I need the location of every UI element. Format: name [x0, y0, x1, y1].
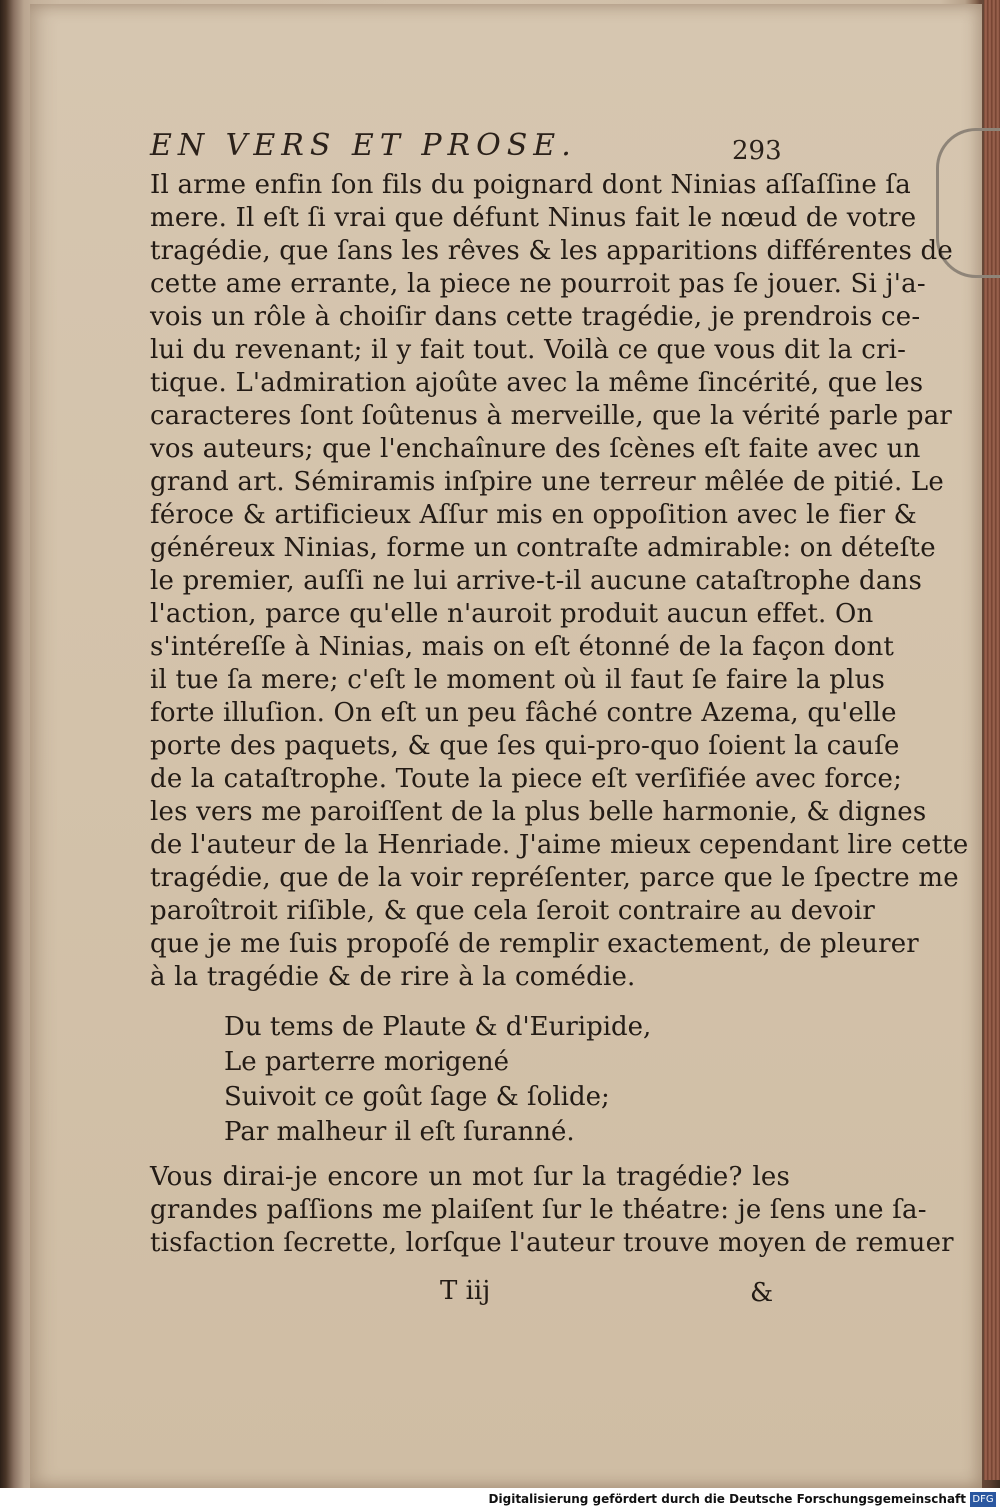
verse-line: Suivoit ce goût ſage & ſolide;	[224, 1082, 610, 1112]
running-head: EN VERS ET PROSE.	[150, 128, 577, 163]
catchword: &	[750, 1278, 774, 1308]
text-line: grandes paſſions me plaiſent ſur le théatre: je ſens une ſa-	[150, 1195, 927, 1225]
text-line: porte des paquets, & que ſes qui-pro-quo ſoient la cauſe	[150, 731, 900, 761]
signature-mark: T iij	[440, 1276, 491, 1306]
verse-line: Par malheur il eſt ſuranné.	[224, 1117, 575, 1147]
verse-line: Du tems de Plaute & d'Euripide,	[224, 1012, 652, 1042]
page-header	[150, 128, 850, 168]
text-line: cette ame errante, la piece ne pourroit pas ſe jouer. Si j'a-	[150, 269, 926, 299]
text-line: s'intéreſſe à Ninias, mais on eſt étonné de la façon dont	[150, 632, 895, 662]
text-line: l'action, parce qu'elle n'auroit produit aucun effet. On	[150, 599, 874, 629]
text-line: vois un rôle à choiſir dans cette tragédie, je prendrois ce-	[150, 302, 921, 332]
text-line: caracteres ſont ſoûtenus à merveille, que la vérité parle par	[150, 401, 953, 431]
text-line: vos auteurs; que l'enchaînure des ſcènes eſt faite avec un	[150, 434, 921, 464]
text-line: lui du revenant; il y fait tout. Voilà ce que vous dit la cri-	[150, 335, 907, 365]
text-line: forte illuſion. On eſt un peu fâché contre Azema, qu'elle	[150, 698, 897, 728]
text-line: le premier, auſſi ne lui arrive-t-il aucune cataſtrophe dans	[150, 566, 923, 596]
text-line: généreux Ninias, forme un contraſte admirable: on déteſte	[150, 533, 936, 563]
text-line: tique. L'admiration ajoûte avec la même ſincérité, que les	[150, 368, 924, 398]
text-line: à la tragédie & de rire à la comédie.	[150, 962, 636, 992]
text-line: que je me ſuis propoſé de remplir exactement, de pleurer	[150, 929, 919, 959]
text-line: mere. Il eſt ſi vrai que défunt Ninus fait le nœud de votre	[150, 203, 917, 233]
digitization-footer	[0, 1488, 1000, 1512]
text-line: tisfaction ſecrette, lorſque l'auteur trouve moyen de remuer	[150, 1228, 954, 1258]
text-line: grand art. Sémiramis inſpire une terreur mêlée de pitié. Le	[150, 467, 944, 497]
text-line: Vous dirai-je encore un mot ſur la tragédie? les	[150, 1162, 790, 1192]
verse-line: Le parterre morigené	[224, 1047, 510, 1077]
text-line: les vers me paroiſſent de la plus belle harmonie, & dignes	[150, 797, 927, 827]
footer-credit: Digitalisierung gefördert durch die Deutsche Forschungsgemeinschaft	[488, 1492, 966, 1506]
text-line: féroce & artificieux Aſſur mis en oppoſition avec le fier &	[150, 500, 918, 530]
text-line: de l'auteur de la Henriade. J'aime mieux cependant lire cette	[150, 830, 969, 860]
dfg-logo: DFG	[970, 1492, 996, 1507]
text-line: tragédie, que ſans les rêves & les apparitions différentes de	[150, 236, 953, 266]
text-line: tragédie, que de la voir repréſenter, parce que le ſpectre me	[150, 863, 959, 893]
text-line: il tue ſa mere; c'eſt le moment où il faut ſe faire la plus	[150, 665, 886, 695]
text-line: Il arme enfin ſon fils du poignard dont Ninias aſſaſſine ſa	[150, 170, 911, 200]
text-line: paroîtroit riſible, & que cela ſeroit contraire au devoir	[150, 896, 876, 926]
text-line: de la cataſtrophe. Toute la piece eſt verſifiée avec force;	[150, 764, 903, 794]
page-number: 293	[732, 136, 782, 166]
